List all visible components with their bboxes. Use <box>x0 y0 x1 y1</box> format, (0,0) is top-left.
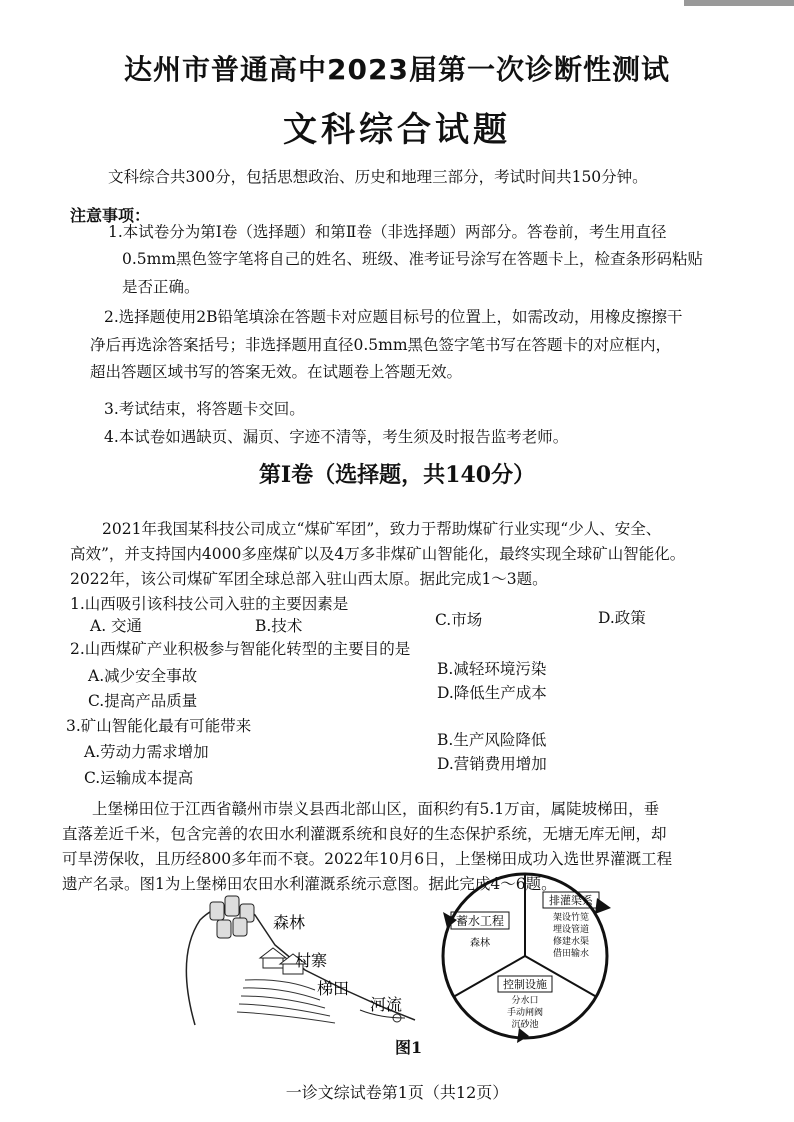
label-terrace: 梯田 <box>317 979 350 998</box>
notice-line: 净后再选涂答案括号；非选择题用直径0.5mm黑色签字笔书写在答题卡的对应框内， <box>90 336 672 354</box>
arrow-head <box>517 1028 529 1043</box>
passage-line: 高效”，并支持国内4000多座煤矿以及4万多非煤矿山智能化，最终实现全球矿山智能化。 <box>70 545 686 563</box>
option-d: D.降低生产成本 <box>437 684 547 702</box>
arrow-head <box>595 898 611 914</box>
label-village: 村寨 <box>295 951 328 970</box>
option-d: D.营销费用增加 <box>437 755 547 773</box>
notice-line: 3.考试结束，将答题卡交回。 <box>104 400 305 418</box>
option-b: B.减轻环境污染 <box>437 660 547 678</box>
option-b: B.生产风险降低 <box>437 731 547 749</box>
option-a: A.劳动力需求增加 <box>84 743 209 761</box>
notice-line: 0.5mm黑色签字笔将自己的姓名、班级、准考证号涂写在答题卡上，检查条形码粘贴 <box>122 250 704 268</box>
page-footer: 一诊文综试卷第1页（共12页） <box>285 1083 509 1102</box>
figure-caption: 图1 <box>395 1038 423 1057</box>
passage-line: 2021年我国某科技公司成立“煤矿军团”，致力于帮助煤矿行业实现“少人、安全、 <box>102 520 662 538</box>
irrigation-cycle-diagram <box>425 868 625 1043</box>
passage-line: 直落差近千米，包含完善的农田水利灌溉系统和良好的生态保护系统，无塘无库无闸，却 <box>62 825 667 843</box>
seg-drainage-item: 架设竹笕 <box>552 913 590 923</box>
seg-drainage-title: 排灌渠系 <box>549 894 593 907</box>
question-stem: 2.山西煤矿产业积极参与智能化转型的主要目的是 <box>70 640 411 658</box>
exam-title: 达州市普通高中2023届第一次诊断性测试 <box>124 53 670 86</box>
seg-control-title: 控制设施 <box>503 978 547 991</box>
seg-storage-title: 蓄水工程 <box>455 914 505 928</box>
seg-control-item: 手动闸阀 <box>506 1008 544 1018</box>
notice-line: 超出答题区域书写的答案无效。在试题卷上答题无效。 <box>90 363 463 381</box>
option-c: C.运输成本提高 <box>84 769 194 787</box>
notice-line: 4.本试卷如遇缺页、漏页、字迹不清等，考生须及时报告监考老师。 <box>104 428 569 446</box>
passage-line: 上堡梯田位于江西省赣州市崇义县西北部山区，面积约有5.1万亩，属陡坡梯田，垂 <box>92 800 660 818</box>
section-title: 第Ⅰ卷（选择题，共140分） <box>258 462 536 488</box>
scan-corner-mark <box>684 0 794 6</box>
option-d: D.政策 <box>598 609 646 627</box>
option-c: C.提高产品质量 <box>88 692 198 710</box>
seg-control-item: 分水口 <box>511 996 539 1006</box>
seg-drainage-item: 修建水渠 <box>552 937 590 947</box>
notice-line: 2.选择题使用2B铅笔填涂在答题卡对应题目标号的位置上，如需改动，用橡皮擦擦干 <box>104 308 683 326</box>
seg-storage-item: 森林 <box>470 938 490 949</box>
forest-trees <box>210 896 254 938</box>
question-stem: 1.山西吸引该科技公司入驻的主要因素是 <box>70 595 349 613</box>
option-a: A.减少安全事故 <box>88 667 198 685</box>
question-stem: 3.矿山智能化最有可能带来 <box>66 717 252 735</box>
passage-line: 遗产名录。图1为上堡梯田农田水利灌溉系统示意图。据此完成4～6题。 <box>62 875 557 893</box>
option-c: C.市场 <box>435 611 483 629</box>
option-b: B.技术 <box>255 617 303 635</box>
label-forest: 森林 <box>273 913 306 932</box>
notice-heading: 注意事项： <box>70 206 151 225</box>
passage-line: 可旱涝保收，且历经800多年而不衰。2022年10月6日，上堡梯田成功入选世界灌溉工程 <box>62 850 673 868</box>
option-a: A. 交通 <box>90 617 143 635</box>
notice-line: 1.本试卷分为第Ⅰ卷（选择题）和第Ⅱ卷（非选择题）两部分。答卷前，考生用直径 <box>108 223 667 241</box>
label-river: 河流 <box>370 995 403 1014</box>
notice-line: 是否正确。 <box>122 278 200 296</box>
terrace-illustration <box>165 890 435 1030</box>
seg-control-item: 沉砂池 <box>511 1020 539 1030</box>
intro-text: 文科综合共300分，包括思想政治、历史和地理三部分，考试时间共150分钟。 <box>108 168 648 186</box>
seg-drainage-item: 借田输水 <box>552 949 590 959</box>
seg-drainage-item: 埋设管道 <box>552 925 590 935</box>
passage-line: 2022年，该公司煤矿军团全球总部入驻山西太原。据此完成1～3题。 <box>70 570 548 588</box>
exam-subtitle: 文科综合试题 <box>283 110 511 150</box>
